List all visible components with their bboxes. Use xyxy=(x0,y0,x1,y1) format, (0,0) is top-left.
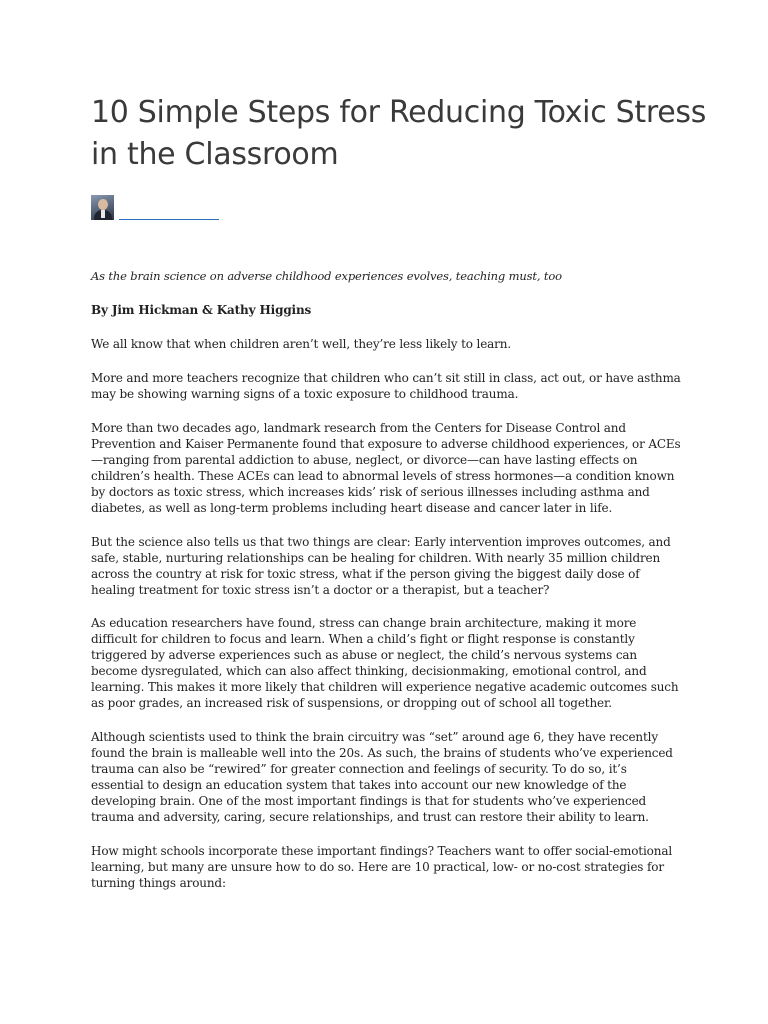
article-title: 10 Simple Steps for Reducing Toxic Stress in the Classroom xyxy=(91,95,707,172)
avatar-face xyxy=(98,199,108,210)
avatar-shirt xyxy=(101,210,105,218)
paragraph: As education researchers have found, stress can change brain architecture, making it more difficult for children to focus and learn. When a child’s fight or flight response is constantly triggered by adverse experiences such as abuse or neglect, the child’s nervous systems can become dysregulated, which can also affect thinking, decisionmaking, emotional control, and learning. This makes it more likely that children will experience negative academic outcomes such as poor grades, an increased risk of suspensions, or dropping out of school all together. xyxy=(91,616,679,710)
paragraph: How might schools incorporate these important findings? Teachers want to offer social-emotional learning, but many are unsure how to do so. Here are 10 practical, low- or no-cost strategies for turning things around: xyxy=(91,844,673,890)
author-row xyxy=(91,195,291,221)
paragraph: But the science also tells us that two things are clear: Early intervention improves outcomes, and safe, stable, nurturing relationships can be healing for children. With nearly 35 million children across the country at risk for toxic stress, what if the person giving the biggest daily dose of healing treatment for toxic stress isn’t a doctor or a therapist, but a teacher? xyxy=(91,535,671,597)
paragraph: More and more teachers recognize that children who can’t sit still in class, act out, or have asthma may be showing warning signs of a toxic exposure to childhood trauma. xyxy=(91,371,681,401)
author-link[interactable] xyxy=(119,219,219,220)
article-byline: By Jim Hickman & Kathy Higgins xyxy=(91,303,312,317)
paragraph: We all know that when children aren’t well, they’re less likely to learn. xyxy=(91,337,511,351)
paragraph: Although scientists used to think the brain circuitry was “set” around age 6, they have recently found the brain is malleable well into the 20s. As such, the brains of students who’ve experienced trauma can also be “rewired” for greater connection and feelings of security. To do so, it’s essential to design an education system that takes into account our new knowledge of the developing brain. One of the most important findings is that for students who’ve experienced trauma and adversity, caring, secure relationships, and trust can restore their ability to learn. xyxy=(91,730,673,824)
author-avatar[interactable] xyxy=(91,195,114,220)
article-subtitle: As the brain science on adverse childhood experiences evolves, teaching must, too xyxy=(91,269,562,283)
paragraph: More than two decades ago, landmark research from the Centers for Disease Control and Prevention and Kaiser Permanente found that exposure to adverse childhood experiences, or ACEs—ranging from parental addiction to abuse, neglect, or divorce—can have lasting effects on children’s health. These ACEs can lead to abnormal levels of stress hormones—a condition known by doctors as toxic stress, which increases kids’ risk of serious illnesses including asthma and diabetes, as well as long-term problems including heart disease and cancer later in life. xyxy=(91,421,681,515)
